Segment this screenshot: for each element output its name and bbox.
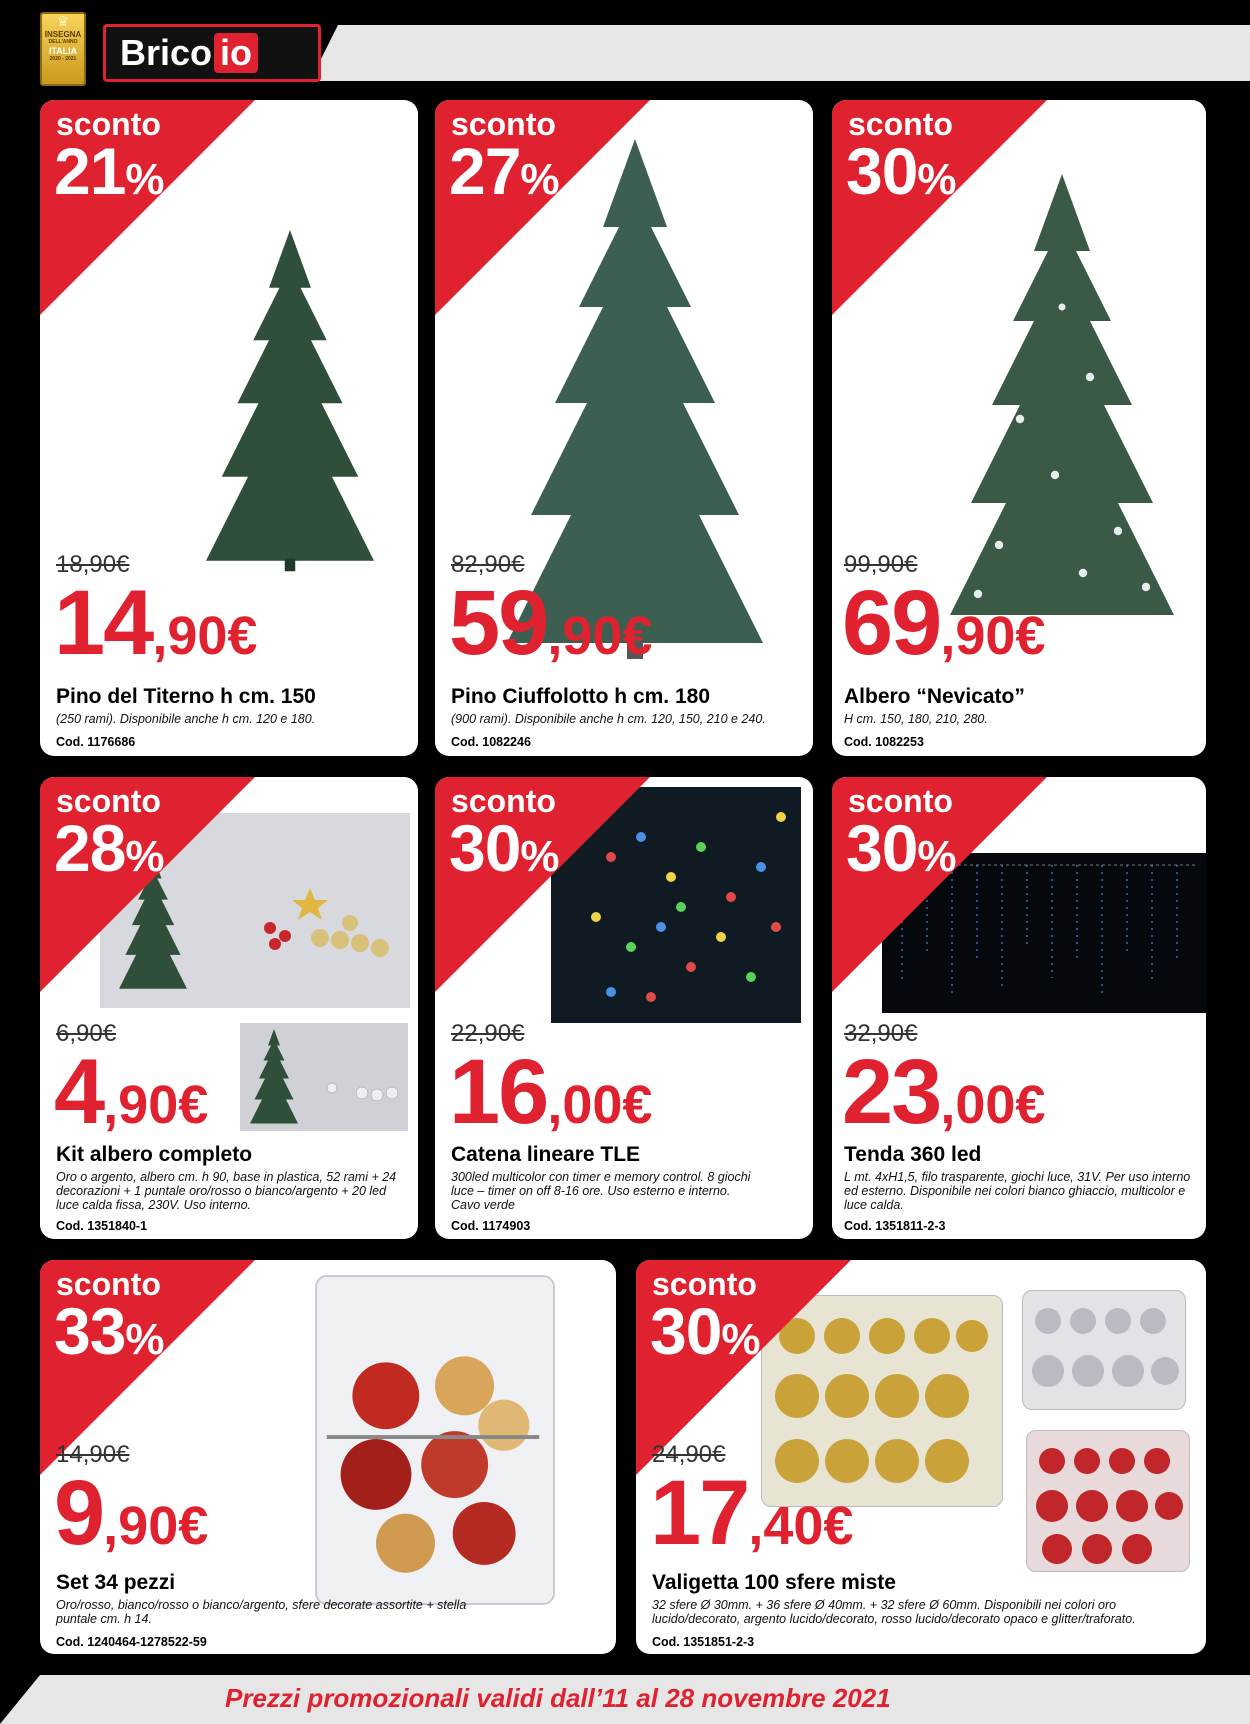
product-code: Cod. 1351811-2-3 [844,1219,946,1233]
discount-percent: 28% [54,811,164,885]
old-price: 6,90€ [56,1020,117,1047]
product-description: Oro/rosso, bianco/rosso o bianco/argento, sfere decorate assortite + stella puntale cm. h 14. [56,1598,467,1626]
ornament-bag-image [315,1275,555,1605]
product-card[interactable]: sconto 30% 99,90€ 69,90€ Albero “Nevicato” H cm. 150, 180, 210, 280. Cod. 1082253 [832,100,1206,756]
product-name: Catena lineare TLE [451,1143,641,1166]
product-description: L mt. 4xH1,5, filo trasparente, giochi luce, 31V. Per uso interno ed esterno. Disponibile nei colori bianco ghiaccio, multicolor e luce calda. [844,1170,1191,1212]
product-code: Cod. 1082253 [844,735,924,749]
old-price: 82,90€ [451,551,525,578]
product-description: 32 sfere Ø 30mm. + 36 sfere Ø 40mm. + 32 sfere Ø 60mm. Disponibili nei colori oro lucido/decorato, argento lucido/decorato, rosso lucido/decorato opaco e glitter/traforato. [652,1598,1136,1626]
award-badge: ♛ INSEGNA DELL'ANNO ITALIA 2020 - 2021 [40,12,86,86]
product-code: Cod. 1351840-1 [56,1219,148,1233]
product-name: Valigetta 100 sfere miste [652,1571,896,1594]
price: 4,90€ [54,1041,209,1143]
product-card[interactable]: sconto 28% 6,90€ 4,90€ Kit albero completo Oro o argento, albero cm. h 90, base in plastica, 52 rami + 24 decorazioni + 1 puntale oro/rosso o bianco/argento + 20 led luce calda fissa, 230V. Uso interno. Cod. 1351840-1 [40,777,418,1239]
product-card[interactable]: sconto 33% 14,90€ 9,90€ Set 34 pezzi Oro/rosso, bianco/rosso o bianco/argento, sfere decorate assortite + stella puntale cm. h 14. Cod. 1240464-1278522-59 [40,1260,616,1654]
product-description: H cm. 150, 180, 210, 280. [844,712,988,726]
header-stripe [310,25,1250,81]
product-name: Albero “Nevicato” [844,685,1025,708]
old-price: 32,90€ [844,1020,918,1047]
discount-percent: 30% [846,811,956,885]
product-code: Cod. 1082246 [451,735,531,749]
product-card[interactable]: sconto 30% 22,90€ 16,00€ Catena lineare TLE 300led multicolor con timer e memory control. 8 giochi luce – timer on off 8-16 ore. Uso esterno e interno. Cavo verde Cod. 1174903 [435,777,813,1239]
product-code: Cod. 1240464-1278522-59 [56,1635,207,1649]
product-description: Oro o argento, albero cm. h 90, base in plastica, 52 rami + 24 decorazioni + 1 puntale oro/rosso o bianco/argento + 20 led luce calda fissa, 230V. Uso interno. [56,1170,397,1212]
product-name: Pino Ciuffolotto h cm. 180 [451,685,711,708]
product-description: (250 rami). Disponibile anche h cm. 120 e 180. [56,712,316,726]
red-ornament-box-image [1026,1430,1190,1572]
price: 59,90€ [449,572,653,674]
product-name: Set 34 pezzi [56,1571,176,1594]
small-tree-icon [244,1027,304,1127]
old-price: 24,90€ [652,1441,726,1468]
price: 17,40€ [650,1462,854,1564]
price: 69,90€ [842,572,1046,674]
product-name: Kit albero completo [56,1143,253,1166]
ornaments-icon [317,1277,553,1603]
discount-percent: 21% [54,134,164,208]
product-description: 300led multicolor con timer e memory control. 8 giochi luce – timer on off 8-16 ore. Uso esterno e interno. Cavo verde [451,1170,751,1212]
old-price: 99,90€ [844,551,918,578]
price: 23,00€ [842,1041,1046,1143]
crown-icon: ♛ [56,13,70,29]
bricoio-logo[interactable]: Brico io [103,24,321,82]
product-description: (900 rami). Disponibile anche h cm. 120, 150, 210 e 240. [451,712,766,726]
product-card[interactable]: sconto 30% 32,90€ 23,00€ Tenda 360 led L mt. 4xH1,5, filo trasparente, giochi luce, 31V. Per uso interno ed esterno. Disponibile nei colori bianco ghiaccio, multicolor e luce calda. Cod. 1351811-2-3 [832,777,1206,1239]
tree-kit-alt-image [240,1023,408,1131]
price: 16,00€ [449,1041,653,1143]
product-card[interactable]: sconto 27% 82,90€ 59,90€ Pino Ciuffolotto h cm. 180 (900 rami). Disponibile anche h cm. 120, 150, 210 e 240. Cod. 1082246 [435,100,813,756]
discount-percent: 33% [54,1294,164,1368]
price: 9,90€ [54,1462,209,1564]
red-ornaments-icon [1027,1431,1189,1571]
discount-percent: 30% [449,811,559,885]
discount-percent: 27% [449,134,559,208]
discount-percent: 30% [650,1294,760,1368]
product-code: Cod. 1351851-2-3 [652,1635,755,1649]
silver-ornaments-icon [1023,1291,1185,1409]
product-name: Pino del Titerno h cm. 150 [56,685,316,708]
silver-ornament-box-image [1022,1290,1186,1410]
product-card[interactable]: sconto 21% 18,90€ 14,90€ Pino del Titerno h cm. 150 (250 rami). Disponibile anche h cm. 120 e 180. Cod. 1176686 [40,100,418,756]
discount-percent: 30% [846,134,956,208]
product-card[interactable]: sconto 30% 24,90€ 17,40€ Valigetta 100 sfere miste 32 sfere Ø 30mm. + 36 sfere Ø 40mm. + 32 sfere Ø 60mm. Disponibili nei colori oro lucido/decorato, argento lucido/decorato, rosso lucido/decorato opaco e glitter/traforato. Cod. 1351851-2-3 [636,1260,1206,1654]
ornaments-icon [302,1033,402,1123]
product-code: Cod. 1176686 [56,735,136,749]
old-price: 22,90€ [451,1020,525,1047]
promo-validity-text: Prezzi promozionali validi dall’11 al 28 novembre 2021 [225,1683,891,1713]
product-code: Cod. 1174903 [451,1219,531,1233]
product-name: Tenda 360 led [844,1143,982,1166]
page-header [0,0,1250,100]
price: 14,90€ [54,572,258,674]
old-price: 14,90€ [56,1441,130,1468]
old-price: 18,90€ [56,551,130,578]
